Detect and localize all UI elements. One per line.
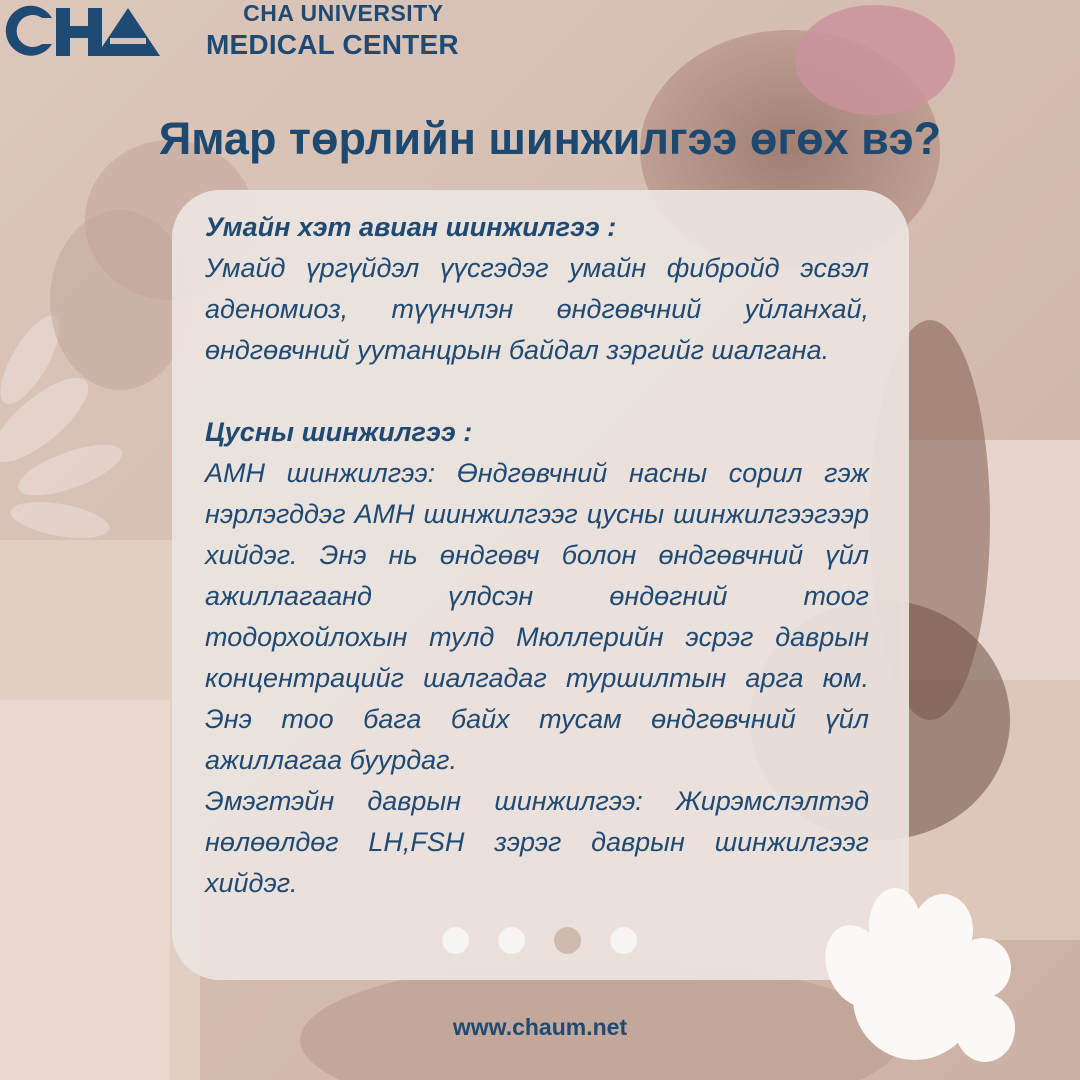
pagination-dot-2[interactable] <box>498 927 525 954</box>
page-title: Ямар төрлийн шинжилгээ өгөх вэ? <box>158 113 942 164</box>
card-body <box>205 207 869 904</box>
pagination-dot-3-active[interactable] <box>554 927 581 954</box>
brand-logo <box>0 0 470 62</box>
website-link[interactable]: www.chaum.net <box>452 1014 628 1040</box>
section-title-ultrasound: Умайн хэт авиан шинжилгээ : <box>205 212 617 242</box>
section-text-ultrasound: Умайд үргүйдэл үүсгэдэг умайн фибройд эсвэл аденомиоз, түүнчлэн өндгөвчний уйланхай, өндгөвчний уутанцрын байдал зэргийг шалгана. <box>205 253 869 365</box>
section-text-amh: АМН шинжилгээ: Өндгөвчний насны сорил гэж нэрлэгддэг АМН шинжилгээг цусны шинжилгээгээр хийдэг. Энэ нь өндгөвч болон өндгөвчний үйл ажиллагаанд үлдсэн өндөгний тоог тодорхойлохын тулд Мюллерийн эсрэг даврын концентрацийг шалгадаг туршилтын арга юм. Энэ тоо бага байх тусам өндгөвчний үйл ажиллагаа буурдаг. <box>205 458 869 775</box>
decorative-flower-shape <box>815 888 1015 1068</box>
brand-name <box>206 0 459 59</box>
cha-logo-mark <box>0 4 168 58</box>
section-text-hormone: Эмэгтэйн даврын шинжилгээ: Жирэмслэлтэд нөлөөлдөг LH,FSH зэрэг даврын шинжилгээг хийдэг. <box>205 786 869 898</box>
brand-name-line2: MEDICAL CENTER <box>206 29 459 60</box>
section-title-blood-test: Цусны шинжилгээ : <box>205 417 473 447</box>
brand-name-line1: CHA UNIVERSITY <box>243 0 444 26</box>
pagination-dot-4[interactable] <box>610 927 637 954</box>
pagination-dot-1[interactable] <box>442 927 469 954</box>
pagination-dots <box>442 927 642 955</box>
content-card <box>172 190 909 980</box>
